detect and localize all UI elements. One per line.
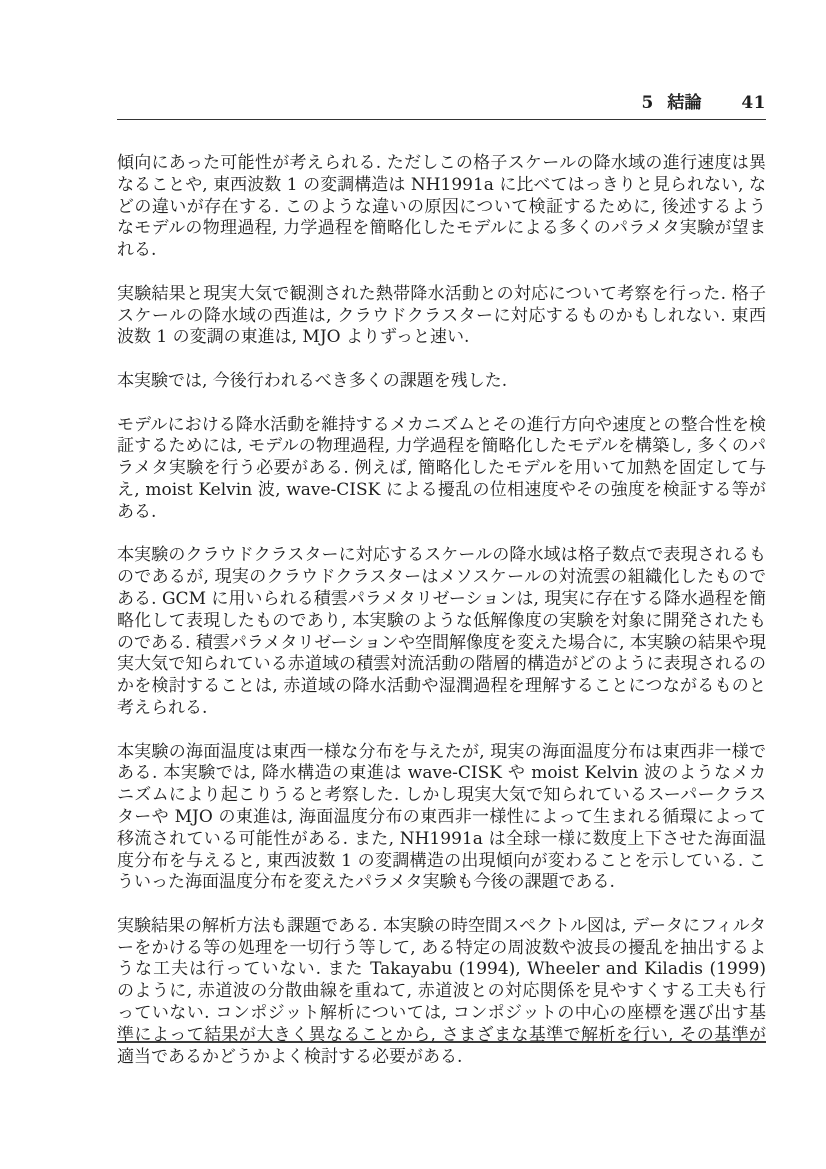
header-page-number: 41 <box>741 93 766 113</box>
paragraph: 傾向にあった可能性が考えられる. ただしこの格子スケールの降水域の進行速度は異なることや, 東西波数 1 の変調構造は NH1991a に比べてはっきりと見られない, などの違いが存在する. このような違いの原因について検証するために, 後述するようなモデルの物理過程, 力学過程を簡略化したモデルによる多くのパラメタ実験が望まれる. <box>117 153 766 261</box>
paragraph: 本実験では, 今後行われるべき多くの課題を残した. <box>117 370 508 391</box>
running-header <box>117 0 766 113</box>
paragraph: 本実験の海面温度は東西一様な分布を与えたが, 現実の海面温度分布は東西非一様である. 本実験では, 降水構造の東進は wave-CISK や moist Kelvin 波のようなメカニズムにより起こりうると考察した. しかし現実大気で知られているスーパークラスターや MJO の東進は, 海面温度分布の東西非一様性によって生まれる循環によって移流されている可能性がある. また, NH1991a は全球一様に数度上下させた海面温度分布を与えると, 東西波数 1 の変調構造の出現傾向が変わることを示している. こういった海面温度分布を変えたパラメタ実験も今後の課題である. <box>117 741 766 893</box>
header-rule <box>117 119 766 120</box>
header-section-title: 結論 <box>667 93 702 113</box>
paragraph: 実験結果と現実大気で観測された熱帯降水活動との対応について考察を行った. 格子スケールの降水域の西進は, クラウドクラスターに対応するものかもしれない. 東西波数 1 の変調の東進は, MJO よりずっと速い. <box>117 283 766 348</box>
paragraph: 本実験のクラウドクラスターに対応するスケールの降水域は格子数点で表現されるものであるが, 現実のクラウドクラスターはメソスケールの対流雲の組織化したものである. GCM に用いられる積雲パラメタリゼーションは, 現実に存在する降水過程を簡略化して表現したものであり, 本実験のような低解像度の実験を対象に開発されたものである. 積雲パラメタリゼーションや空間解像度を変えた場合に, 本実験の結果や現実大気で知られている赤道域の積雲対流活動の階層的構造がどのように表現されるのかを検討することは, 赤道域の降水活動や湿潤過程を理解することにつながるものと考えられる. <box>117 545 766 718</box>
header-section-number: 5 <box>641 93 654 113</box>
header-section <box>641 93 701 113</box>
paragraph: モデルにおける降水活動を維持するメカニズムとその進行方向や速度との整合性を検証するためには, モデルの物理過程, 力学過程を簡略化したモデルを構築し, 多くのパラメタ実験を行う必要がある. 例えば, 簡略化したモデルを用いて加熱を固定して与え, moist Kelvin 波, wave-CISK による擾乱の位相速度やその強度を検証する等がある. <box>117 414 766 522</box>
text-block <box>117 0 766 1068</box>
document-body <box>117 153 766 1068</box>
paragraph: 実験結果の解析方法も課題である. 本実験の時空間スペクトル図は, データにフィルターをかける等の処理を一切行う等して, ある特定の周波数や波長の擾乱を抽出するような工夫は行っていない. また Takayabu (1994), Wheeler and Kiladis (1999) のように, 赤道波の分散曲線を重ねて, 赤道波との対応関係を見やすくする工夫も行っていない. コンポジット解析については, コンポジットの中心の座標を選び出す基準によって結果が大きく異なることから, さまざまな基準で解析を行い, その基準が適当であるかどうかよく検討する必要がある. <box>117 915 766 1067</box>
footer-rule <box>117 1041 766 1043</box>
